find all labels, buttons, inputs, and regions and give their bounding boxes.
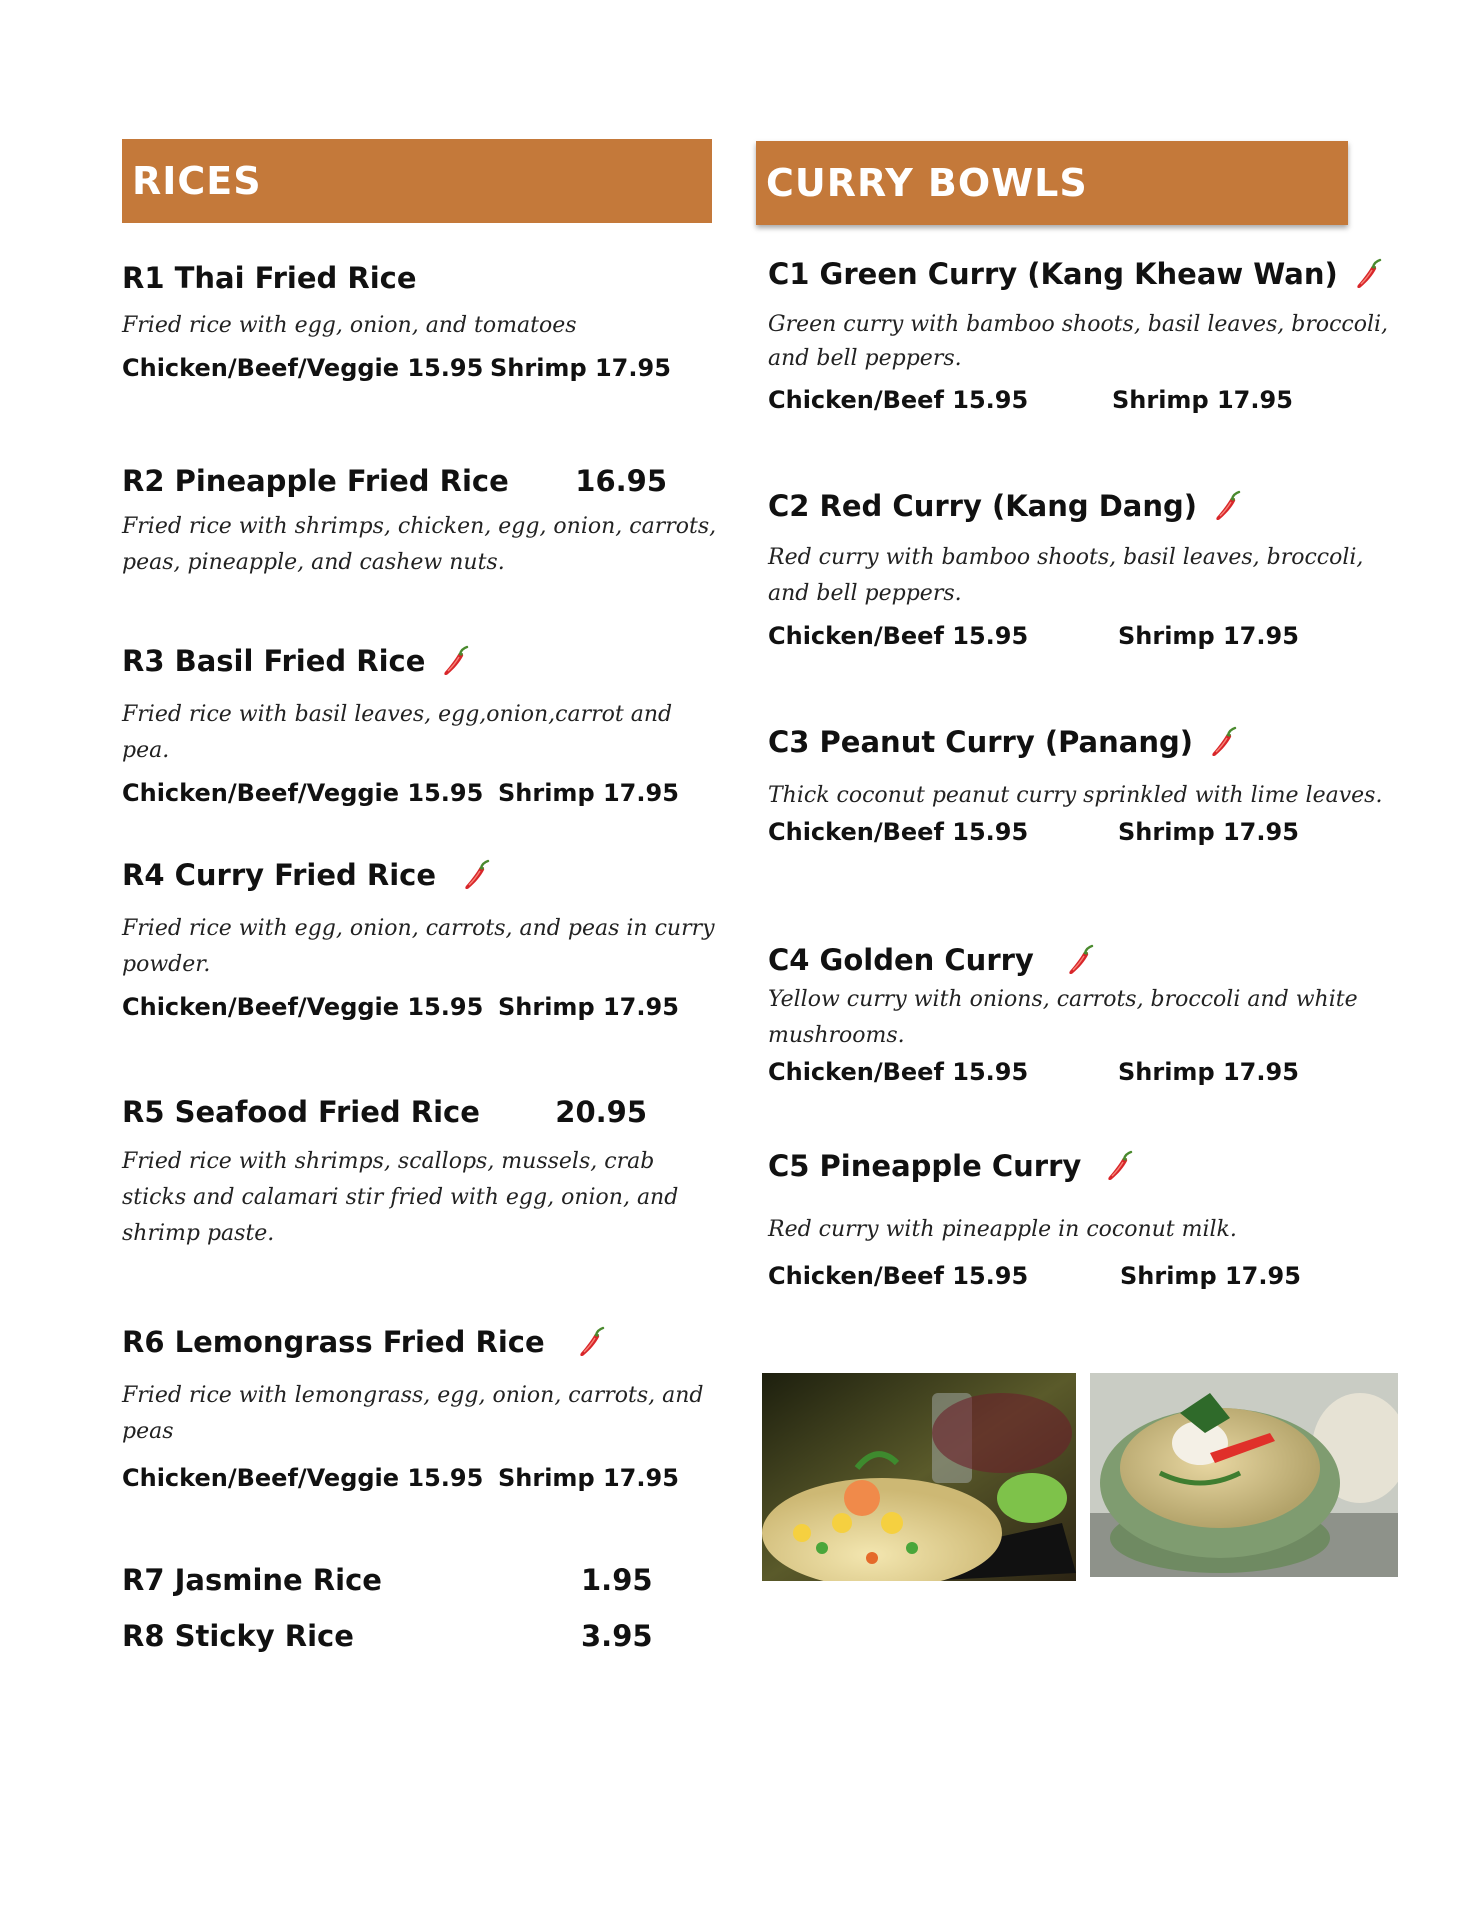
price-chicken-beef: Chicken/Beef 15.95 xyxy=(768,1058,1029,1086)
item-price: 1.95 xyxy=(581,1563,653,1597)
item-prices xyxy=(122,1460,732,1496)
menu-item-r8 xyxy=(122,1616,662,1656)
item-title xyxy=(122,258,722,298)
price-chicken-beef: Chicken/Beef 15.95 xyxy=(768,622,1029,650)
item-title xyxy=(768,486,1398,526)
item-name: C5 Pineapple Curry xyxy=(768,1149,1082,1183)
menu-item-r2 xyxy=(122,461,732,581)
item-description: Fried rice with lemongrass, egg, onion, carrots, and peas xyxy=(122,1383,704,1444)
item-title xyxy=(122,1616,653,1656)
item-name: C3 Peanut Curry (Panang) xyxy=(768,725,1194,759)
item-description: Green curry with bamboo shoots, basil leaves, broccoli, and bell peppers. xyxy=(768,312,1389,371)
price-shrimp: Shrimp 17.95 xyxy=(498,993,679,1021)
item-description: Red curry with pineapple in coconut milk. xyxy=(768,1217,1237,1242)
rices-header: RICES xyxy=(122,139,712,223)
item-title xyxy=(122,1560,653,1600)
item-prices xyxy=(768,1054,1398,1090)
item-name: R4 Curry Fried Rice xyxy=(122,858,436,892)
chili-pepper-icon xyxy=(1064,943,1094,977)
menu-item-c3 xyxy=(768,722,1398,850)
item-price: 3.95 xyxy=(581,1619,653,1653)
price-chicken-beef: Chicken/Beef 15.95 xyxy=(768,818,1029,846)
price-shrimp: Shrimp 17.95 xyxy=(490,354,671,382)
price-shrimp: Shrimp 17.95 xyxy=(1118,818,1299,846)
item-title xyxy=(122,1322,732,1362)
price-shrimp: Shrimp 17.95 xyxy=(1120,1262,1301,1290)
chili-pepper-icon xyxy=(1211,489,1241,523)
menu-item-c2 xyxy=(768,486,1398,654)
menu-item-r4 xyxy=(122,855,722,1025)
item-name: R2 Pineapple Fried Rice xyxy=(122,464,509,498)
item-title xyxy=(122,1092,647,1132)
price-chicken-beef: Chicken/Beef 15.95 xyxy=(768,386,1029,414)
chili-pepper-icon xyxy=(460,858,490,892)
item-prices xyxy=(122,350,722,386)
item-description: Fried rice with egg, onion, carrots, and peas in curry powder. xyxy=(122,916,715,977)
chili-pepper-icon xyxy=(1103,1149,1133,1183)
item-prices xyxy=(768,814,1398,850)
menu-item-r7 xyxy=(122,1560,662,1600)
item-prices xyxy=(768,618,1398,654)
menu-item-c1 xyxy=(768,254,1398,418)
item-prices xyxy=(122,989,722,1025)
price-shrimp: Shrimp 17.95 xyxy=(1112,386,1293,414)
item-price: 16.95 xyxy=(575,464,667,498)
chili-pepper-icon xyxy=(1352,257,1382,291)
item-title xyxy=(122,641,722,681)
menu-item-r1 xyxy=(122,258,722,386)
price-chicken-beef: Chicken/Beef 15.95 xyxy=(768,1262,1029,1290)
item-name: R1 Thai Fried Rice xyxy=(122,261,417,295)
item-title xyxy=(768,940,1398,980)
item-name: C4 Golden Curry xyxy=(768,943,1034,977)
item-description: Thick coconut peanut curry sprinkled with lime leaves. xyxy=(768,783,1383,808)
menu-item-r6 xyxy=(122,1322,732,1496)
item-name: R5 Seafood Fried Rice xyxy=(122,1095,480,1129)
item-price: 20.95 xyxy=(555,1095,647,1129)
price-shrimp: Shrimp 17.95 xyxy=(498,779,679,807)
chili-pepper-icon xyxy=(1207,725,1237,759)
item-prices xyxy=(768,1258,1398,1294)
item-description: Fried rice with egg, onion, and tomatoes xyxy=(122,313,577,338)
item-name: R8 Sticky Rice xyxy=(122,1619,354,1653)
item-title xyxy=(122,855,722,895)
chili-pepper-icon xyxy=(575,1325,605,1359)
item-prices xyxy=(768,382,1398,418)
item-description: Yellow curry with onions, carrots, broccoli and white mushrooms. xyxy=(768,987,1358,1048)
menu-item-r3 xyxy=(122,641,722,811)
price-chicken-beef-veggie: Chicken/Beef/Veggie 15.95 xyxy=(122,779,484,807)
item-description: Fried rice with shrimps, chicken, egg, onion, carrots, peas, pineapple, and cashew nuts. xyxy=(122,514,717,575)
price-chicken-beef-veggie: Chicken/Beef/Veggie 15.95 xyxy=(122,354,484,382)
chili-pepper-icon xyxy=(439,644,469,678)
item-description: Red curry with bamboo shoots, basil leaves, broccoli, and bell peppers. xyxy=(768,545,1364,606)
menu-item-c4 xyxy=(768,940,1398,1090)
item-name: R7 Jasmine Rice xyxy=(122,1563,382,1597)
item-name: R6 Lemongrass Fried Rice xyxy=(122,1325,545,1359)
curry-bowls-header: CURRY BOWLS xyxy=(756,141,1348,225)
fried-rice-photo xyxy=(762,1373,1076,1581)
item-prices xyxy=(122,775,722,811)
price-shrimp: Shrimp 17.95 xyxy=(1118,622,1299,650)
price-chicken-beef-veggie: Chicken/Beef/Veggie 15.95 xyxy=(122,1464,484,1492)
menu-item-c5 xyxy=(768,1146,1398,1294)
price-shrimp: Shrimp 17.95 xyxy=(1118,1058,1299,1086)
price-chicken-beef-veggie: Chicken/Beef/Veggie 15.95 xyxy=(122,993,484,1021)
item-title xyxy=(768,722,1398,762)
item-name: R3 Basil Fried Rice xyxy=(122,644,426,678)
item-description: Fried rice with shrimps, scallops, mussels, crab sticks and calamari stir fried with egg, onion, and shrimp paste. xyxy=(122,1149,679,1246)
item-title xyxy=(768,254,1398,294)
item-name: C1 Green Curry (Kang Kheaw Wan) xyxy=(768,257,1338,291)
curry-bowl-photo xyxy=(1090,1373,1398,1577)
item-title xyxy=(768,1146,1398,1186)
price-shrimp: Shrimp 17.95 xyxy=(498,1464,679,1492)
item-name: C2 Red Curry (Kang Dang) xyxy=(768,489,1198,523)
menu-item-r5 xyxy=(122,1092,722,1252)
item-title xyxy=(122,461,667,501)
item-description: Fried rice with basil leaves, egg,onion,carrot and pea. xyxy=(122,702,673,763)
